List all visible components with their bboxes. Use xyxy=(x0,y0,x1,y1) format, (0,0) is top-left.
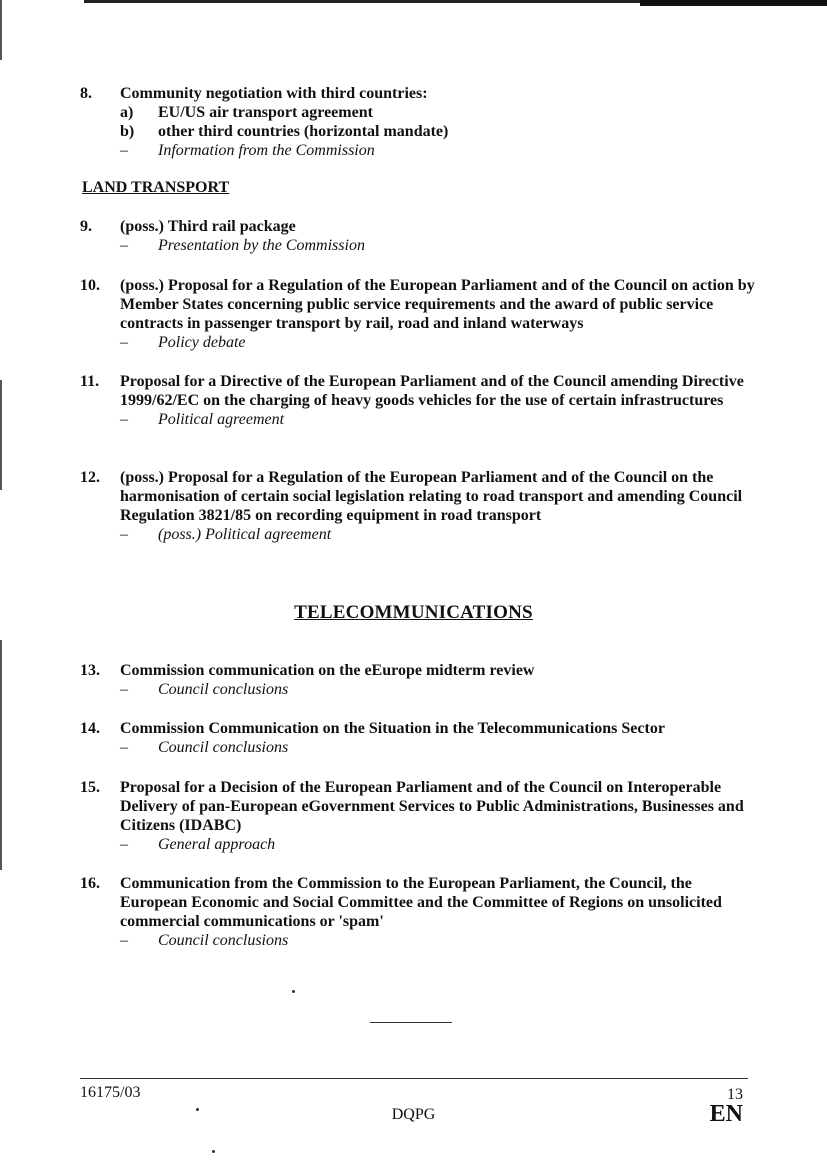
dash: – xyxy=(120,411,128,428)
action-text: Council conclusions xyxy=(158,932,289,949)
sub-item-text: other third countries (horizontal mandate) xyxy=(158,123,449,140)
item-action xyxy=(120,410,760,429)
dash: – xyxy=(120,334,128,351)
item-title: Communication from the Commission to the European Parliament, the Council, the European Economic and Social Committee and the Committee of Regions on unsolicited commercial communications or 'spam' xyxy=(120,875,722,930)
item-number: 16. xyxy=(80,875,100,892)
section-heading-telecommunications: TELECOMMUNICATIONS xyxy=(294,602,533,623)
section-heading-land-transport: LAND TRANSPORT xyxy=(82,179,230,196)
item-title: Proposal for a Directive of the European Parliament and of the Council amending Directive 1999/62/EC on the charging of heavy goods vehicles for the use of certain infrastructures xyxy=(120,373,744,409)
item-action xyxy=(120,236,760,255)
item-number: 13. xyxy=(80,662,100,679)
end-of-content-rule xyxy=(370,1022,452,1023)
item-number: 14. xyxy=(80,720,100,737)
agenda-item-8 xyxy=(80,84,760,160)
agenda-item-9 xyxy=(80,217,760,255)
sub-item-a xyxy=(120,103,760,122)
footer-page-number: 13 xyxy=(727,1086,743,1103)
action-text: Council conclusions xyxy=(158,739,289,756)
dash: – xyxy=(120,739,128,756)
sub-item-label: b) xyxy=(120,123,135,140)
item-action xyxy=(120,738,760,757)
item-action xyxy=(120,835,760,854)
agenda-item-14 xyxy=(80,719,760,757)
agenda-item-11 xyxy=(80,372,760,429)
item-number: 15. xyxy=(80,779,100,796)
sub-item-b xyxy=(120,122,760,141)
dash: – xyxy=(120,526,128,543)
item-title: Proposal for a Decision of the European Parliament and of the Council on Interoperable Delivery of pan-European eGovernment Services to Public Administrations, Businesses and Citizens (IDABC) xyxy=(120,779,744,834)
item-title: Commission communication on the eEurope midterm review xyxy=(120,662,535,679)
footer-language: EN xyxy=(709,1101,743,1127)
action-text: Council conclusions xyxy=(158,681,289,698)
item-action xyxy=(120,525,760,544)
item-number: 11. xyxy=(80,373,100,390)
item-action xyxy=(120,333,760,352)
footer-unit: DQPG xyxy=(391,1106,436,1123)
dash: – xyxy=(120,142,128,159)
item-number: 12. xyxy=(80,469,100,486)
sub-item-text: EU/US air transport agreement xyxy=(158,104,373,121)
action-text: Presentation by the Commission xyxy=(158,237,365,254)
item-action xyxy=(120,931,760,950)
dash: – xyxy=(120,237,128,254)
agenda-item-16 xyxy=(80,874,760,950)
footer-doc-number: 16175/03 xyxy=(80,1084,141,1101)
scan-edge-mark xyxy=(0,380,2,490)
item-action xyxy=(120,141,760,160)
agenda-item-15 xyxy=(80,778,760,854)
item-title: (poss.) Third rail package xyxy=(120,218,296,235)
scan-speck xyxy=(292,990,295,993)
item-title: (poss.) Proposal for a Regulation of the European Parliament and of the Council on the harmonisation of certain social legislation relating to road transport and amending Council Regulation 3821/85 on recording equipment in road transport xyxy=(120,469,743,524)
scan-edge-mark xyxy=(0,640,2,870)
action-text: Information from the Commission xyxy=(158,142,375,159)
item-title: Community negotiation with third countries: xyxy=(120,85,428,102)
action-text: Policy debate xyxy=(158,334,246,351)
agenda-item-13 xyxy=(80,661,760,699)
sub-item-label: a) xyxy=(120,104,134,121)
item-action xyxy=(120,680,760,699)
action-text: Political agreement xyxy=(158,411,285,428)
item-title: (poss.) Proposal for a Regulation of the European Parliament and of the Council on action by Member States concerning public service requirements and the award of public service contracts in passenger transport by rail, road and inland waterways xyxy=(120,277,755,332)
scan-edge-mark xyxy=(0,0,2,60)
dash: – xyxy=(120,932,128,949)
top-rule-thick xyxy=(640,0,827,6)
agenda-item-10 xyxy=(80,276,760,352)
scan-speck xyxy=(212,1150,215,1153)
action-text: (poss.) Political agreement xyxy=(158,526,332,543)
item-number: 10. xyxy=(80,277,100,294)
footer-rule xyxy=(80,1078,748,1079)
dash: – xyxy=(120,836,128,853)
item-number: 9. xyxy=(80,218,92,235)
action-text: General approach xyxy=(158,836,276,853)
item-title: Commission Communication on the Situation in the Telecommunications Sector xyxy=(120,720,665,737)
dash: – xyxy=(120,681,128,698)
item-number: 8. xyxy=(80,85,92,102)
agenda-item-12 xyxy=(80,468,760,544)
